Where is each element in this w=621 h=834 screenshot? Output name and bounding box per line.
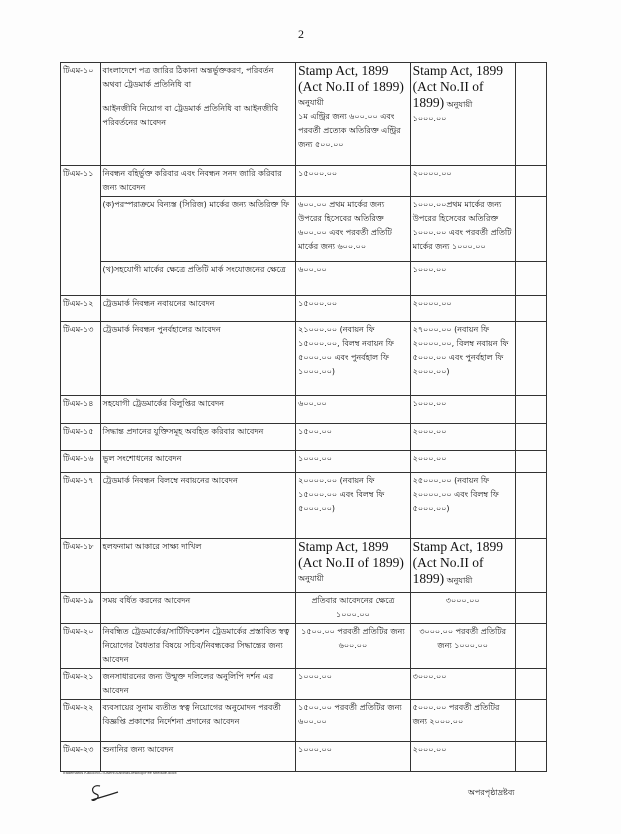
empty-cell <box>515 63 546 166</box>
desc-cell: হলফনামা আকারে সাক্ষ্য দাখিল <box>100 539 296 593</box>
suffix-text: অনুযায়ী <box>298 98 324 107</box>
fee1-cell: ১০০০.০০ <box>296 669 410 700</box>
fee-text: ১০০০.০০ <box>412 114 447 123</box>
desc-cell: ট্রেডমার্ক নিবন্ধন বিলম্বে নবায়নের আবেদন <box>100 473 296 539</box>
fee1-cell: ২১০০০.০০ (নবায়ন ফি ১৫০০০.০০, বিলম্ব নবায়ন ফি ৫০০০.০০ এবং পুনর্বহাল ফি ১০০০.০০) <box>296 322 410 396</box>
table-row <box>61 624 547 669</box>
table-row <box>61 700 547 742</box>
fee1-cell: ১৫০০০.০০ <box>296 296 410 322</box>
desc-text: বাংলাদেশে পত্র জারির ঠিকানা অন্তর্ভুক্তকরণ, পরিবর্তন অথবা ট্রেডমার্ক প্রতিনিধি বা <box>102 66 274 89</box>
empty-cell <box>515 424 546 451</box>
code-cell: টিএম-২৩ <box>61 742 101 772</box>
table-row <box>61 473 547 539</box>
empty-cell <box>515 473 546 539</box>
fee-table <box>60 62 547 772</box>
fee2-cell: ২০০০০.০০ <box>410 166 515 197</box>
desc-cell: ট্রেডমার্ক নিবন্ধন পুনর্বহালের আবেদন <box>100 322 296 396</box>
desc-cell: সময় বর্ধিত করনের আবেদন <box>100 593 296 624</box>
code-cell: টিএম-১৭ <box>61 473 101 539</box>
desc-cell: সহযোগী ট্রেডমার্কের বিলুপ্তির আবেদন <box>100 396 296 424</box>
fee1-cell: ৬০০.০০ <box>296 396 410 424</box>
stamp-act-text: Stamp Act, 1899 (Act No.II of 1899) <box>298 63 404 94</box>
fee1-cell: ২০০০০.০০ (নবায়ন ফি ১৫০০০.০০ এবং বিলম্ব ফি ৫০০০.০০) <box>296 473 410 539</box>
table-row <box>61 166 547 197</box>
fee2-cell <box>410 63 515 166</box>
fee1-cell <box>296 539 410 593</box>
empty-cell <box>515 624 546 669</box>
empty-cell <box>515 539 546 593</box>
empty-cell <box>515 166 546 197</box>
suffix-text: অনুযায়ী <box>444 100 473 109</box>
desc-cell: সিদ্ধান্ত প্রদানের যুক্তিসমূহ অবহিত করিবার আবেদন <box>100 424 296 451</box>
file-path-footer: Trademarks Kakoon\C:\Users\Sabiha\Desktop\Fee shedule.docx <box>62 770 177 775</box>
empty-cell <box>515 742 546 772</box>
empty-cell <box>515 451 546 473</box>
fee2-cell: ১০০০.০০ <box>410 262 515 296</box>
stamp-act-text: Stamp Act, 1899 (Act No.II of 1899) <box>412 63 504 110</box>
table-row <box>61 593 547 624</box>
suffix-text: অনুযায়ী <box>444 576 473 585</box>
fee2-cell: ২০০০.০০ <box>410 451 515 473</box>
table-row <box>61 322 547 396</box>
empty-cell <box>515 197 546 262</box>
fee2-cell: ১০০০.০০প্রথম মার্কের জন্য উপরের হিসেবের অতিরিক্ত ১০০০.০০ এবং পরবর্তী প্রতিটি মার্কের জন্য ১০০০.০০ <box>410 197 515 262</box>
code-cell: টিএম-১৫ <box>61 424 101 451</box>
fee2-cell: ২০০০০.০০ <box>410 296 515 322</box>
empty-cell <box>515 296 546 322</box>
code-cell: টিএম-১৪ <box>61 396 101 424</box>
fee1-cell: ১০০০.০০ <box>296 742 410 772</box>
fee-text: ১ম এন্ট্রির জন্য ৬০০.০০ এবং পরবর্তী প্রত্যেক অতিরিক্ত এন্ট্রির জন্য ৫০০.০০ <box>298 112 401 149</box>
fee1-cell <box>296 63 410 166</box>
table-row <box>61 262 547 296</box>
fee2-cell: ৫০০০.০০ পরবর্তী প্রতিটির জন্য ২০০০.০০ <box>410 700 515 742</box>
desc-cell: ট্রেডমার্ক নিবন্ধন নবায়নের আবেদন <box>100 296 296 322</box>
table-row <box>61 451 547 473</box>
fee2-cell: ২০০০.০০ <box>410 424 515 451</box>
code-cell: টিএম-১২ <box>61 296 101 322</box>
desc-cell: শুনানির জন্য আবেদন <box>100 742 296 772</box>
desc-cell: (খ)সহযোগী মার্কের ক্ষেত্রে প্রতিটি মার্ক সংযোজনের ক্ষেত্রে <box>100 262 296 296</box>
code-cell: টিএম-১৬ <box>61 451 101 473</box>
table-row <box>61 742 547 772</box>
empty-cell <box>515 700 546 742</box>
desc-cell: জনসাধারনের জন্য উন্মুক্ত দলিলের অনুলিপি দর্শন এর আবেদন <box>100 669 296 700</box>
code-cell: টিএম-১০ <box>61 63 101 166</box>
stamp-act-text: Stamp Act, 1899 (Act No.II of 1899) <box>412 539 504 586</box>
fee1-cell: ৬০০.০০ <box>296 262 410 296</box>
fee1-cell: প্রতিবার আবেদনের ক্ষেত্রে ১০০০.০০ <box>296 593 410 624</box>
desc-cell: (ক)পরস্পরাক্রমে বিন্যস্ত (সিরিজ) মার্কের জন্য অতিরিক্ত ফি <box>100 197 296 262</box>
fee2-cell: ১০০০.০০ <box>410 396 515 424</box>
empty-cell <box>515 593 546 624</box>
table-row <box>61 197 547 262</box>
empty-cell <box>515 322 546 396</box>
page-number: 2 <box>298 27 304 41</box>
stamp-act-text: Stamp Act, 1899 (Act No.II of 1899) <box>298 539 404 570</box>
fee1-cell: ১০০০.০০ <box>296 451 410 473</box>
table-row <box>61 63 547 166</box>
fee1-cell: ৬০০.০০ প্রথম মার্কের জন্য উপরের হিসেবের অতিরিক্ত ৬০০.০০ এবং পরবর্তী প্রতিটি মার্কের জন্য ৬০০.০০ <box>296 197 410 262</box>
table-row <box>61 539 547 593</box>
code-cell: টিএম-১৯ <box>61 593 101 624</box>
fee2-cell: ৩০০০.০০ <box>410 593 515 624</box>
empty-cell <box>515 669 546 700</box>
empty-cell <box>515 262 546 296</box>
fee1-cell: ১৫০০.০০ পরবর্তী প্রতিটির জন্য ৬০০.০০ <box>296 700 410 742</box>
code-cell: টিএম-২২ <box>61 700 101 742</box>
table-row <box>61 669 547 700</box>
desc-cell: নিবন্ধন বহির্ভুক্ত করিবার এবং নিবন্ধন সনদ জারি করিবার জন্য আবেদন <box>100 166 296 197</box>
code-cell: টিএম-২০ <box>61 624 101 669</box>
table-row <box>61 396 547 424</box>
fee2-cell: ২৭০০০.০০ (নবায়ন ফি ২০০০০.০০, বিলম্ব নবায়ন ফি ৫০০০.০০ এবং পুনর্বহাল ফি ২০০০.০০) <box>410 322 515 396</box>
continued-note: অপরপৃষ্ঠাদ্রষ্টব্য <box>468 788 515 797</box>
table-row <box>61 296 547 322</box>
desc-text: আইনজীবি নিয়োগ বা ট্রেডমার্ক প্রতিনিধি বা আইনজীবি পরিবর্তনের আবেদন <box>102 104 279 127</box>
fee2-cell <box>410 539 515 593</box>
desc-cell <box>100 63 296 166</box>
fee2-cell: ৩০০০.০০ <box>410 669 515 700</box>
table-row <box>61 424 547 451</box>
signature-icon <box>88 782 128 804</box>
empty-cell <box>515 396 546 424</box>
desc-cell: ব্যবসায়ের সুনাম ব্যতীত স্বত্ব নিয়োগের অনুমোদন পরবর্তী বিজ্ঞপ্তি প্রকাশের নির্দেশনা প্রদানের আবেদন <box>100 700 296 742</box>
code-cell: টিএম-১১ <box>61 166 101 296</box>
fee1-cell: ১৫০০০.০০ <box>296 166 410 197</box>
fee2-cell: ২০০০.০০ <box>410 742 515 772</box>
fee2-cell: ৩০০০.০০ পরবর্তী প্রতিটির জন্য ১০০০.০০ <box>410 624 515 669</box>
suffix-text: অনুযায়ী <box>298 574 324 583</box>
fee2-cell: ২৫০০০.০০ (নবায়ন ফি ২০০০০.০০ এবং বিলম্ব ফি ৫০০০.০০) <box>410 473 515 539</box>
desc-cell: ভুল সংশোধনের আবেদন <box>100 451 296 473</box>
fee1-cell: ১৫০০.০০ <box>296 424 410 451</box>
code-cell: টিএম-১৩ <box>61 322 101 396</box>
fee1-cell: ১৫০০.০০ পরবর্তী প্রতিটির জন্য ৬০০.০০ <box>296 624 410 669</box>
desc-cell: নিবন্ধিত ট্রেডমার্কের/সার্টিফিকেশন ট্রেডমার্কের প্রস্তাবিত স্বত্ব নিয়োগের বৈধতার বিষয়ে সচিব/নিবন্ধকের সিদ্ধান্তের জন্য আবেদন <box>100 624 296 669</box>
code-cell: টিএম-২১ <box>61 669 101 700</box>
code-cell: টিএম-১৮ <box>61 539 101 593</box>
